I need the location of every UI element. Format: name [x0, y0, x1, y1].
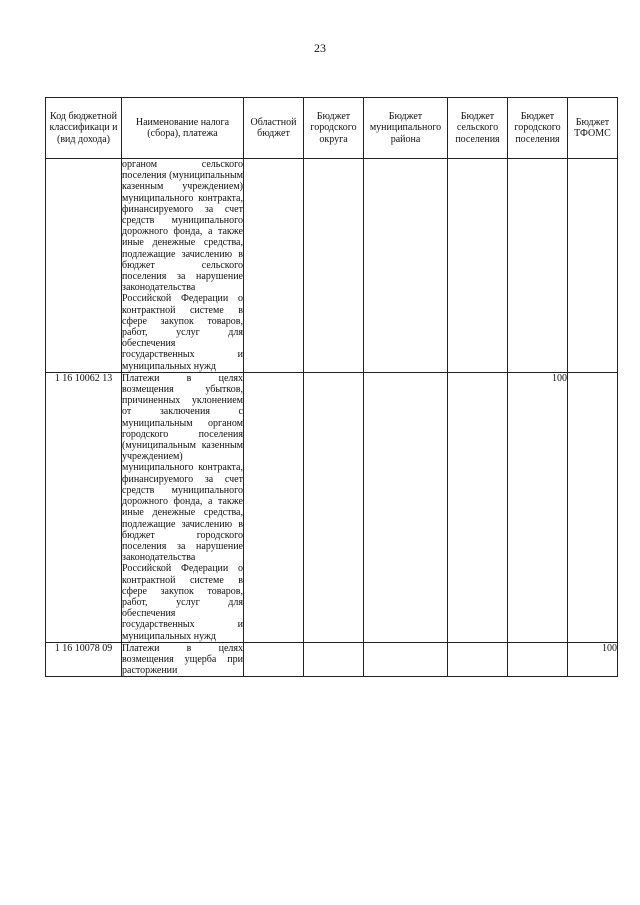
row-name: Платежи в целях возмещения убытков, причиненных уклонением от заключения с муниципальным органом городского поселения (муниципальным казенным учреждением) муниципального контракта, финансируемого за счет средств муниципального дорожного фонда, а также иные денежные средства, подлежащие зачислению в бюджет городского поселения за нарушение законодательства Российской Федерации о контрактной системе в сфере закупок товаров, работ, услуг для обеспечения государственных и муниципальных нужд: [122, 372, 243, 642]
row-value: [568, 159, 618, 373]
row-value: [364, 642, 448, 677]
row-value: [244, 159, 304, 373]
page-number: 23: [314, 41, 326, 55]
row-value: [568, 372, 618, 642]
row-value: 100: [568, 642, 618, 677]
row-value: [304, 372, 364, 642]
row-value: [448, 642, 508, 677]
row-code: 1 16 10062 13: [46, 372, 122, 642]
row-name: органом сельского поселения (муниципальным казенным учреждением) муниципального контракта, финансируемого за счет средств муниципального дорожного фонда, а также иные денежные средства, подлежащие зачислению в бюджет сельского поселения за нарушение законодательства Российской Федерации о контрактной системе в сфере закупок товаров, работ, услуг для обеспечения государственных и муниципальных нужд: [122, 159, 243, 372]
row-value: [448, 159, 508, 373]
row-value: [448, 372, 508, 642]
row-value: [304, 159, 364, 373]
row-value: [244, 642, 304, 677]
row-code: [46, 159, 122, 373]
table-header-row: [46, 98, 618, 159]
row-code: 1 16 10078 09: [46, 642, 122, 677]
table-row: [46, 642, 618, 677]
row-value: [364, 372, 448, 642]
header-urban-settlement-budget: Бюджет городского поселения: [508, 98, 568, 159]
header-municipal-district-budget: Бюджет муниципального района: [364, 98, 448, 159]
header-city-district-budget: Бюджет городского округа: [304, 98, 364, 159]
row-value: [508, 159, 568, 373]
row-value: [364, 159, 448, 373]
header-code: Код бюджетной классификаци и (вид дохода): [46, 98, 122, 159]
row-value: [304, 642, 364, 677]
budget-revenue-table: [45, 97, 618, 677]
header-name: Наименование налога (сбора), платежа: [122, 98, 244, 159]
row-value: [244, 372, 304, 642]
table-row: [46, 159, 618, 373]
row-value: [508, 642, 568, 677]
header-tfoms-budget: Бюджет ТФОМС: [568, 98, 618, 159]
table-row: [46, 372, 618, 642]
row-name: Платежи в целях возмещения ущерба при расторжении: [122, 642, 243, 677]
header-rural-settlement-budget: Бюджет сельского поселения: [448, 98, 508, 159]
header-regional-budget: Областной бюджет: [244, 98, 304, 159]
row-value: 100: [508, 372, 568, 642]
